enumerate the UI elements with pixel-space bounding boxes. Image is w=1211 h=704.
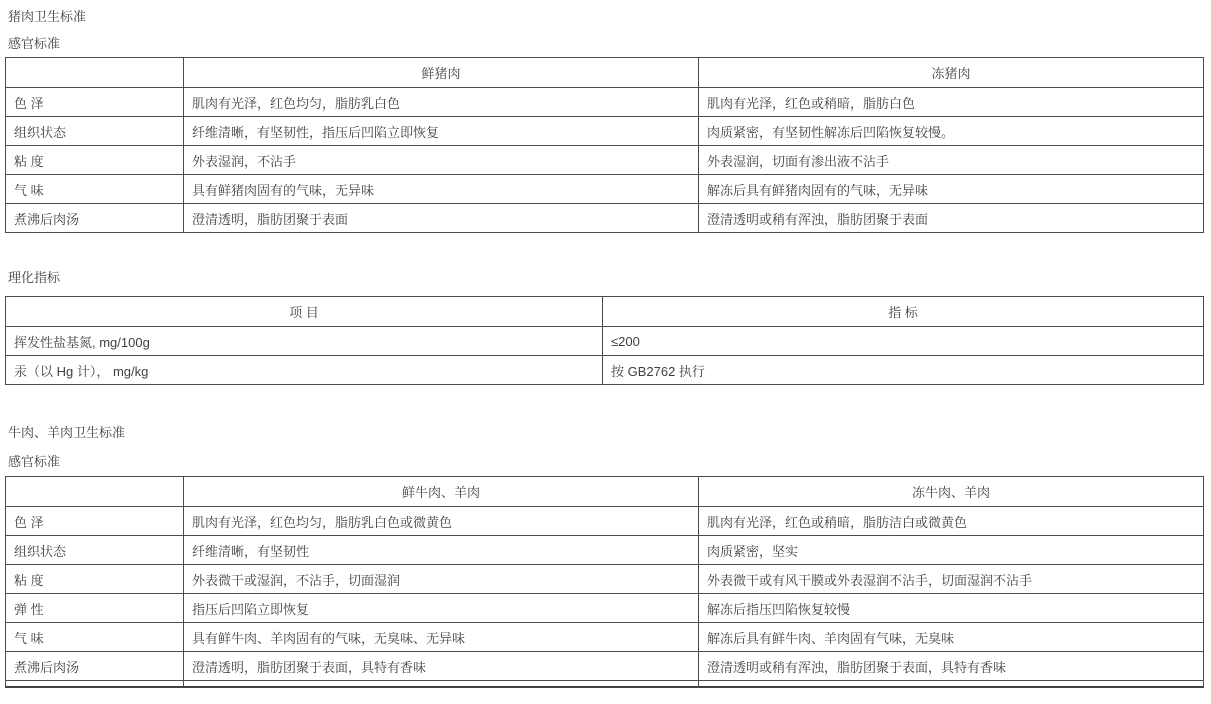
cell: 澄清透明或稍有浑浊，脂肪团聚于表面: [699, 204, 1204, 233]
column-header: 鲜猪肉: [184, 58, 699, 88]
cell: 外表微干或湿润，不沾手，切面湿润: [184, 565, 699, 594]
cell: 外表微干或有风干膜或外表湿润不沾手，切面湿润不沾手: [699, 565, 1204, 594]
table-row: [6, 146, 1204, 175]
table-row: [6, 507, 1204, 536]
cell: 具有鲜猪肉固有的气味，无异味: [184, 175, 699, 204]
cell: 肌肉有光泽，红色均匀，脂肪乳白色: [184, 88, 699, 117]
column-header: [6, 477, 184, 507]
table-row: [6, 327, 1204, 356]
pork-sensory-table: [5, 57, 1204, 233]
table-row: [6, 565, 1204, 594]
cell: 肌肉有光泽，红色或稍暗，脂肪白色: [699, 88, 1204, 117]
cell: 外表湿润，不沾手: [184, 146, 699, 175]
row-label: 组织状态: [6, 536, 184, 565]
document: [0, 10, 1211, 688]
row-label: 组织状态: [6, 117, 184, 146]
empty-cell: [6, 681, 184, 687]
column-header: 项 目: [6, 297, 603, 327]
row-label: 挥发性盐基氮, mg/100g: [6, 327, 603, 356]
table-row: [6, 652, 1204, 681]
cell: ≤200: [603, 327, 1204, 356]
cell: 澄清透明，脂肪团聚于表面: [184, 204, 699, 233]
header-row: [6, 297, 1204, 327]
cell: 解冻后具有鲜猪肉固有的气味，无异味: [699, 175, 1204, 204]
row-label: 煮沸后肉汤: [6, 204, 184, 233]
header-row: [6, 477, 1204, 507]
row-label: 气 味: [6, 623, 184, 652]
row-label: 煮沸后肉汤: [6, 652, 184, 681]
beef-mutton-sensory-table: [5, 476, 1204, 688]
table-row: [6, 117, 1204, 146]
row-label: 气 味: [6, 175, 184, 204]
table-row: [6, 204, 1204, 233]
cell: 澄清透明或稍有浑浊，脂肪团聚于表面，具特有香味: [699, 652, 1204, 681]
row-label: 粘 度: [6, 565, 184, 594]
empty-stub-row: [6, 681, 1204, 687]
cell: 纤维清晰，有坚韧性: [184, 536, 699, 565]
cell: 外表湿润，切面有渗出液不沾手: [699, 146, 1204, 175]
cell: 解冻后具有鲜牛肉、羊肉固有气味，无臭味: [699, 623, 1204, 652]
empty-cell: [699, 681, 1204, 687]
section-subtitle-sensory-2: 感官标准: [8, 454, 61, 469]
physico-chemical-table: [5, 296, 1204, 385]
header-row: [6, 58, 1204, 88]
section-pork-hygiene: [5, 10, 1204, 233]
cell: 肌肉有光泽，红色或稍暗，脂肪洁白或微黄色: [699, 507, 1204, 536]
section-title-beef-mutton: 牛肉、羊肉卫生标准: [8, 425, 126, 440]
column-header: 冻猪肉: [699, 58, 1204, 88]
table-row: [6, 594, 1204, 623]
row-label: 色 泽: [6, 88, 184, 117]
cell: 肉质紧密，有坚韧性解冻后凹陷恢复较慢。: [699, 117, 1204, 146]
cell: 具有鲜牛肉、羊肉固有的气味，无臭味、无异味: [184, 623, 699, 652]
cell: 按 GB2762 执行: [603, 356, 1204, 385]
row-label: 弹 性: [6, 594, 184, 623]
table-row: [6, 175, 1204, 204]
column-header: 指 标: [603, 297, 1204, 327]
section-physico-chemical: [5, 271, 1204, 385]
table-row: [6, 88, 1204, 117]
section-title-pork: 猪肉卫生标准: [8, 9, 87, 24]
section-title-physico-chemical: 理化指标: [8, 270, 61, 285]
row-label: 色 泽: [6, 507, 184, 536]
column-header: 冻牛肉、羊肉: [699, 477, 1204, 507]
section-subtitle-sensory: 感官标准: [8, 36, 61, 51]
empty-cell: [184, 681, 699, 687]
column-header: [6, 58, 184, 88]
section-beef-mutton-hygiene: [5, 426, 1204, 688]
table-row: [6, 536, 1204, 565]
table-row: [6, 356, 1204, 385]
row-label: 粘 度: [6, 146, 184, 175]
cell: 肉质紧密，坚实: [699, 536, 1204, 565]
cell: 解冻后指压凹陷恢复较慢: [699, 594, 1204, 623]
cell: 纤维清晰，有坚韧性，指压后凹陷立即恢复: [184, 117, 699, 146]
cell: 澄清透明，脂肪团聚于表面，具特有香味: [184, 652, 699, 681]
cell: 指压后凹陷立即恢复: [184, 594, 699, 623]
cell: 肌肉有光泽，红色均匀，脂肪乳白色或微黄色: [184, 507, 699, 536]
row-label: 汞（以 Hg 计）， mg/kg: [6, 356, 603, 385]
column-header: 鲜牛肉、羊肉: [184, 477, 699, 507]
table-row: [6, 623, 1204, 652]
